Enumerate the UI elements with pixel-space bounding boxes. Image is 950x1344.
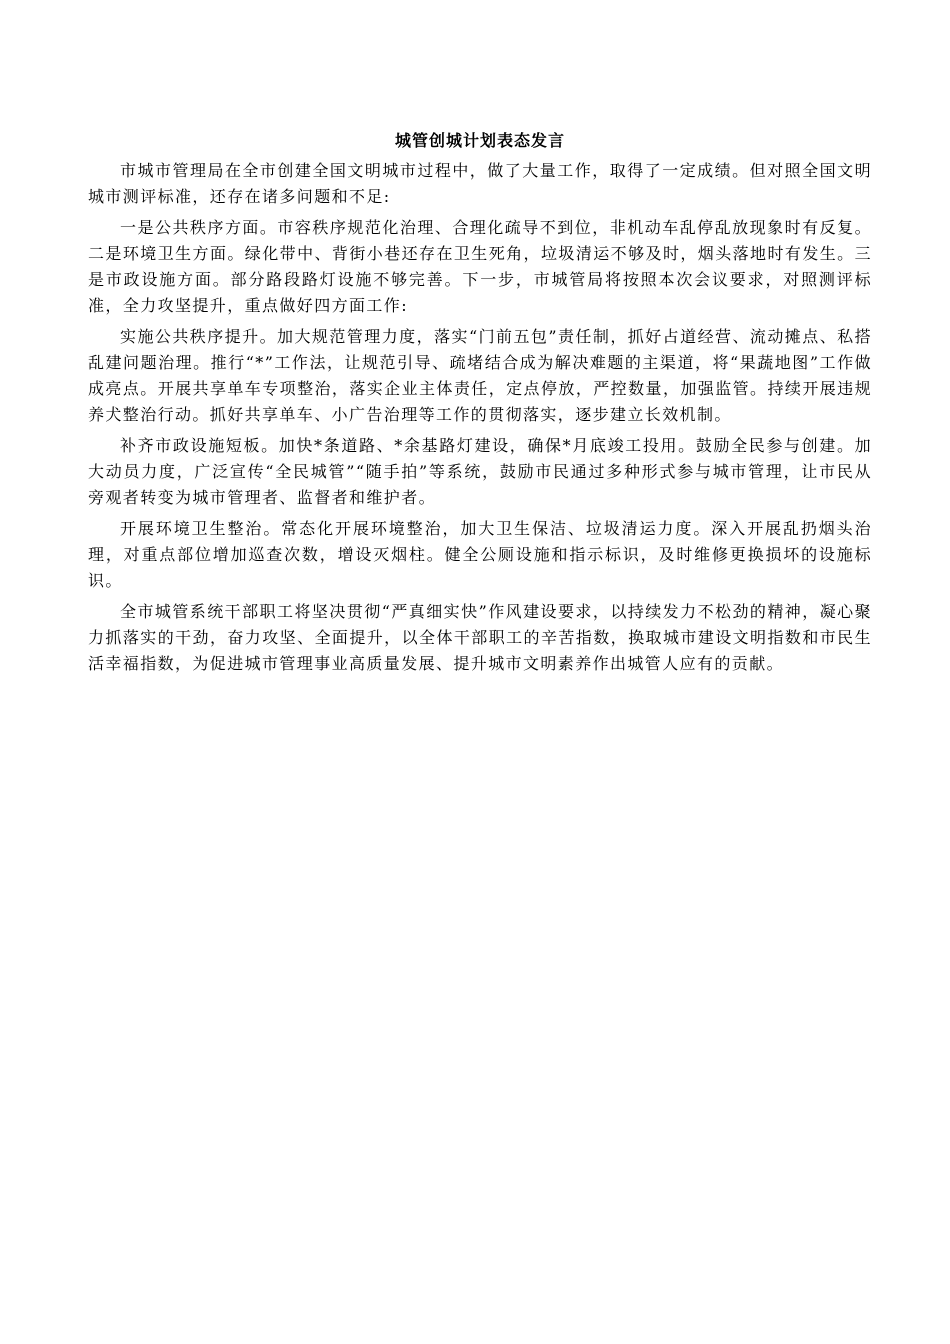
- paragraph-problems: 一是公共秩序方面。市容秩序规范化治理、合理化疏导不到位，非机动车乱停乱放现象时有反复。二是环境卫生方面。绿化带中、背街小巷还存在卫生死角，垃圾清运不够及时，烟头落地时有发生。三是市政设施方面。部分路段路灯设施不够完善。下一步，市城管局将按照本次会议要求，对照测评标准，全力攻坚提升，重点做好四方面工作:: [88, 218, 872, 315]
- document-body: [88, 128, 872, 682]
- paragraph-intro: 市城市管理局在全市创建全国文明城市过程中，做了大量工作，取得了一定成绩。但对照全国文明城市测评标准，还存在诸多问题和不足:: [88, 161, 872, 206]
- paragraph-conclusion: 全市城管系统干部职工将坚决贯彻“严真细实快”作风建设要求，以持续发力不松劲的精神，凝心聚力抓落实的干劲，奋力攻坚、全面提升，以全体干部职工的辛苦指数，换取城市建设文明指数和市民生活幸福指数，为促进城市管理事业高质量发展、提升城市文明素养作出城管人应有的贡献。: [88, 602, 872, 673]
- paragraph-municipal-facilities: 补齐市政设施短板。加快*条道路、*余基路灯建设，确保*月底竣工投用。鼓励全民参与创建。加大动员力度，广泛宣传“全民城管”“随手拍”等系统，鼓励市民通过多种形式参与城市管理，让市民从旁观者转变为城市管理者、监督者和维护者。: [88, 436, 872, 507]
- paragraph-environment-sanitation: 开展环境卫生整治。常态化开展环境整治，加大卫生保洁、垃圾清运力度。深入开展乱扔烟头治理，对重点部位增加巡查次数，增设灭烟柱。健全公厕设施和指示标识，及时维修更换损坏的设施标识。: [88, 519, 872, 590]
- paragraph-public-order: 实施公共秩序提升。加大规范管理力度，落实“门前五包”责任制，抓好占道经营、流动摊点、私搭乱建问题治理。推行“*”工作法，让规范引导、疏堵结合成为解决难题的主渠道，将“果蔬地图”工作做成亮点。开展共享单车专项整治，落实企业主体责任，定点停放，严控数量，加强监管。持续开展违规养犬整治行动。抓好共享单车、小广告治理等工作的贯彻落实，逐步建立长效机制。: [88, 327, 872, 424]
- document-title: 城管创城计划表态发言: [394, 131, 565, 150]
